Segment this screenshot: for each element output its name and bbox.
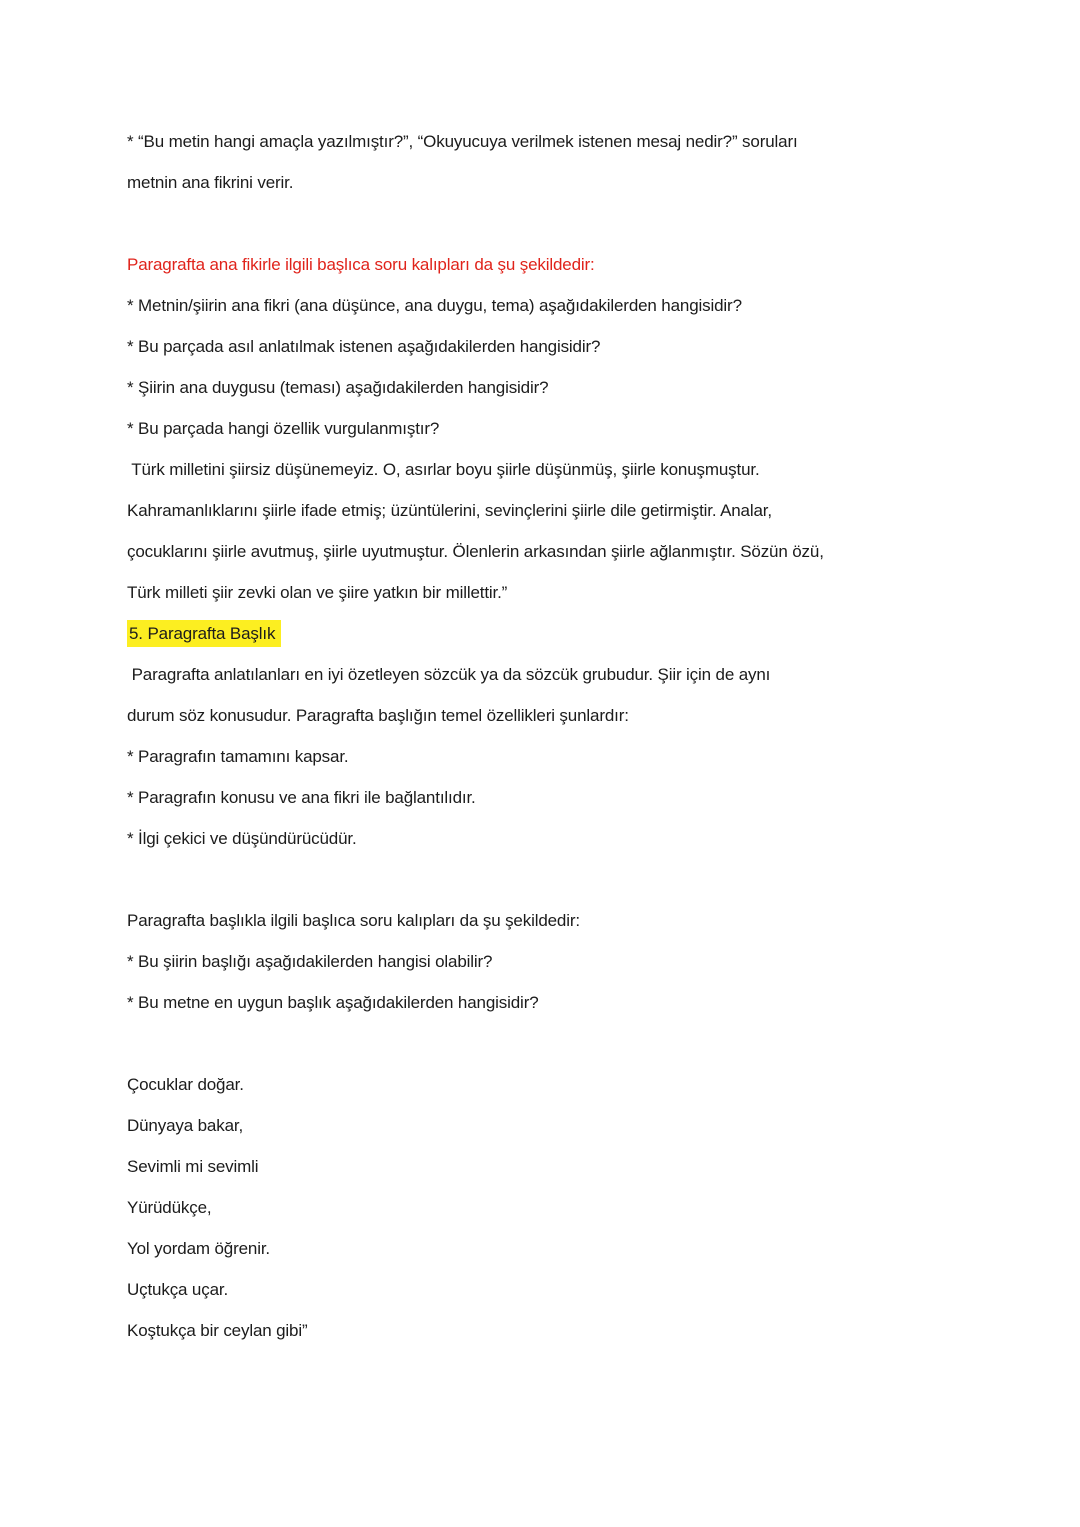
text-line: metnin ana fikrini verir. (127, 173, 294, 192)
highlighted-heading (127, 613, 1057, 654)
text-line: * Bu metne en uygun başlık aşağıdakilerden hangisidir? (127, 993, 539, 1012)
text-line: Paragrafta anlatılanları en iyi özetleyen sözcük ya da sözcük grubudur. Şiir için de aynı (127, 665, 771, 684)
text-line: Türk milletini şiirsiz düşünemeyiz. O, asırlar boyu şiirle düşünmüş, şiirle konuşmuştur. (127, 460, 760, 479)
text-line: * Bu parçada asıl anlatılmak istenen aşağıdakilerden hangisidir? (127, 337, 601, 356)
document-body (127, 121, 1057, 1351)
blank-line (127, 859, 1057, 900)
text-line: Dünyaya bakar, (127, 1116, 244, 1135)
text-line: * İlgi çekici ve düşündürücüdür. (127, 829, 357, 848)
text-line: Kahramanlıklarını şiirle ifade etmiş; üzüntülerini, sevinçlerini şiirle dile getirmiştir. Analar, (127, 501, 772, 520)
text-line: Yol yordam öğrenir. (127, 1239, 270, 1258)
text-line: Uçtukça uçar. (127, 1280, 229, 1299)
text-line: * “Bu metin hangi amaçla yazılmıştır?”, “Okuyucuya verilmek istenen mesaj nedir?” soruları (127, 132, 798, 151)
highlighted-heading-text: 5. Paragrafta Başlık (127, 620, 281, 647)
text-line: çocuklarını şiirle avutmuş, şiirle uyutmuştur. Ölenlerin arkasından şiirle ağlanmıştır. Sözün özü, (127, 542, 824, 561)
blank-line (127, 1023, 1057, 1064)
text-line: Paragrafta başlıkla ilgili başlıca soru kalıpları da şu şekildedir: (127, 911, 580, 930)
text-line: * Paragrafın konusu ve ana fikri ile bağlantılıdır. (127, 788, 476, 807)
text-line: durum söz konusudur. Paragrafta başlığın temel özellikleri şunlardır: (127, 706, 629, 725)
text-line: * Paragrafın tamamını kapsar. (127, 747, 349, 766)
text-line: Çocuklar doğar. (127, 1075, 244, 1094)
text-line: * Şiirin ana duygusu (teması) aşağıdakilerden hangisidir? (127, 378, 549, 397)
blank-line (127, 203, 1057, 244)
text-line: Yürüdükçe, (127, 1198, 212, 1217)
red-heading-line: Paragrafta ana fikirle ilgili başlıca soru kalıpları da şu şekildedir: (127, 255, 595, 274)
text-line: Türk milleti şiir zevki olan ve şiire yatkın bir millettir.” (127, 583, 508, 602)
text-line: * Bu şiirin başlığı aşağıdakilerden hangisi olabilir? (127, 952, 493, 971)
text-line: * Metnin/şiirin ana fikri (ana düşünce, ana duygu, tema) aşağıdakilerden hangisidir? (127, 296, 742, 315)
text-line: Koştukça bir ceylan gibi” (127, 1321, 308, 1340)
text-line: Sevimli mi sevimli (127, 1157, 259, 1176)
text-line: * Bu parçada hangi özellik vurgulanmıştır? (127, 419, 440, 438)
